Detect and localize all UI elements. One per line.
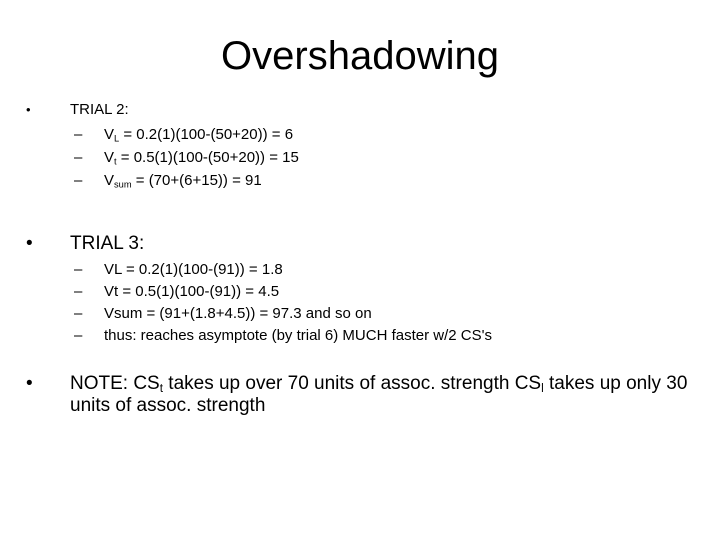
sub-item-text: Vt = 0.5(1)(100-(91)) = 4.5 [104, 283, 280, 300]
dash-icon: – [74, 172, 83, 189]
bullet-dot-icon: • [26, 233, 33, 254]
slide-title: Overshadowing [221, 34, 499, 78]
sub-item-text: $V_t = 0.5(1)(100-(50+20)) = 15$ [104, 149, 299, 167]
bullet-label: TRIAL 3: [70, 233, 145, 254]
dash-icon: – [74, 126, 83, 143]
sub-item-text: thus: reaches asymptote (by trial 6) MUCH faster w/2 CS's [104, 327, 492, 344]
bullet-label: TRIAL 2: [70, 101, 129, 118]
dash-icon: – [74, 261, 83, 278]
sub-item-text: $V_{sum} = (70+(6+15)) = 91$ [104, 172, 262, 190]
dash-icon: – [74, 149, 83, 166]
dash-icon: – [74, 283, 83, 300]
bullet-dot-icon: • [26, 373, 33, 394]
bullet-dot-icon: • [26, 102, 31, 117]
sub-item-text: VL = 0.2(1)(100-(91)) = 1.8 [104, 261, 283, 278]
sub-item-text: Vsum = (91+(1.8+4.5)) = 97.3 and so on [104, 305, 372, 322]
sub-item-text: $V_L = 0.2(1)(100-(50+20)) = 6$ [104, 126, 294, 144]
note-text: NOTE: $CS_t$ takes up over 70 units of assoc. strength $CS_l$ takes up only 30 units of assoc. strength [70, 373, 688, 416]
dash-icon: – [74, 305, 83, 322]
dash-icon: – [74, 327, 83, 344]
